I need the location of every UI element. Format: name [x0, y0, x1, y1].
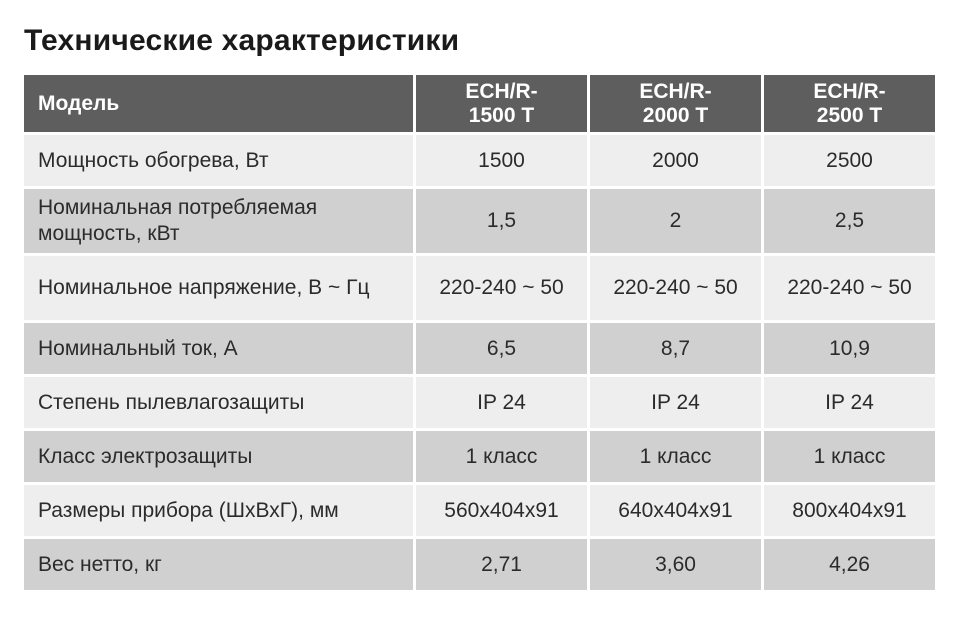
row-protection-class [24, 431, 935, 485]
specs-table [24, 75, 935, 590]
row-label: Номинальное напряжение, В ~ Гц [24, 256, 413, 323]
model-name-2: ECH/R- 2000 T [587, 75, 761, 135]
cell-value: 800x404x91 [761, 485, 935, 539]
row-dimensions [24, 485, 935, 539]
cell-value: 1500 [413, 135, 587, 189]
cell-value: 2 [587, 189, 761, 256]
cell-value: 4,26 [761, 539, 935, 590]
row-label: Вес нетто, кг [24, 539, 413, 590]
row-label: Номинальный ток, А [24, 323, 413, 377]
header-row [24, 75, 935, 135]
row-label: Мощность обогрева, Вт [24, 135, 413, 189]
cell-value: 640x404x91 [587, 485, 761, 539]
row-net-weight [24, 539, 935, 590]
cell-value: 560x404x91 [413, 485, 587, 539]
row-label: Размеры прибора (ШхВхГ), мм [24, 485, 413, 539]
row-rated-consumption [24, 189, 935, 256]
model-header: Модель [24, 75, 413, 135]
model-name-3: ECH/R- 2500 T [761, 75, 935, 135]
cell-value: 6,5 [413, 323, 587, 377]
row-heating-power [24, 135, 935, 189]
cell-value: 2,71 [413, 539, 587, 590]
cell-value: 2000 [587, 135, 761, 189]
row-label: Степень пылевлагозащиты [24, 377, 413, 431]
cell-value: 1,5 [413, 189, 587, 256]
cell-value: IP 24 [587, 377, 761, 431]
cell-value: 2,5 [761, 189, 935, 256]
cell-value: 220-240 ~ 50 [413, 256, 587, 323]
row-ip-rating [24, 377, 935, 431]
row-label: Номинальная потребляемая мощность, кВт [24, 189, 413, 256]
row-rated-voltage [24, 256, 935, 323]
cell-value: 220-240 ~ 50 [761, 256, 935, 323]
row-label: Класс электрозащиты [24, 431, 413, 485]
cell-value: 2500 [761, 135, 935, 189]
page-title: Технические характеристики [24, 24, 460, 57]
model-name-1: ECH/R- 1500 T [413, 75, 587, 135]
cell-value: IP 24 [413, 377, 587, 431]
cell-value: 3,60 [587, 539, 761, 590]
cell-value: 10,9 [761, 323, 935, 377]
row-rated-current [24, 323, 935, 377]
cell-value: IP 24 [761, 377, 935, 431]
cell-value: 1 класс [587, 431, 761, 485]
cell-value: 220-240 ~ 50 [587, 256, 761, 323]
cell-value: 1 класс [413, 431, 587, 485]
cell-value: 8,7 [587, 323, 761, 377]
cell-value: 1 класс [761, 431, 935, 485]
